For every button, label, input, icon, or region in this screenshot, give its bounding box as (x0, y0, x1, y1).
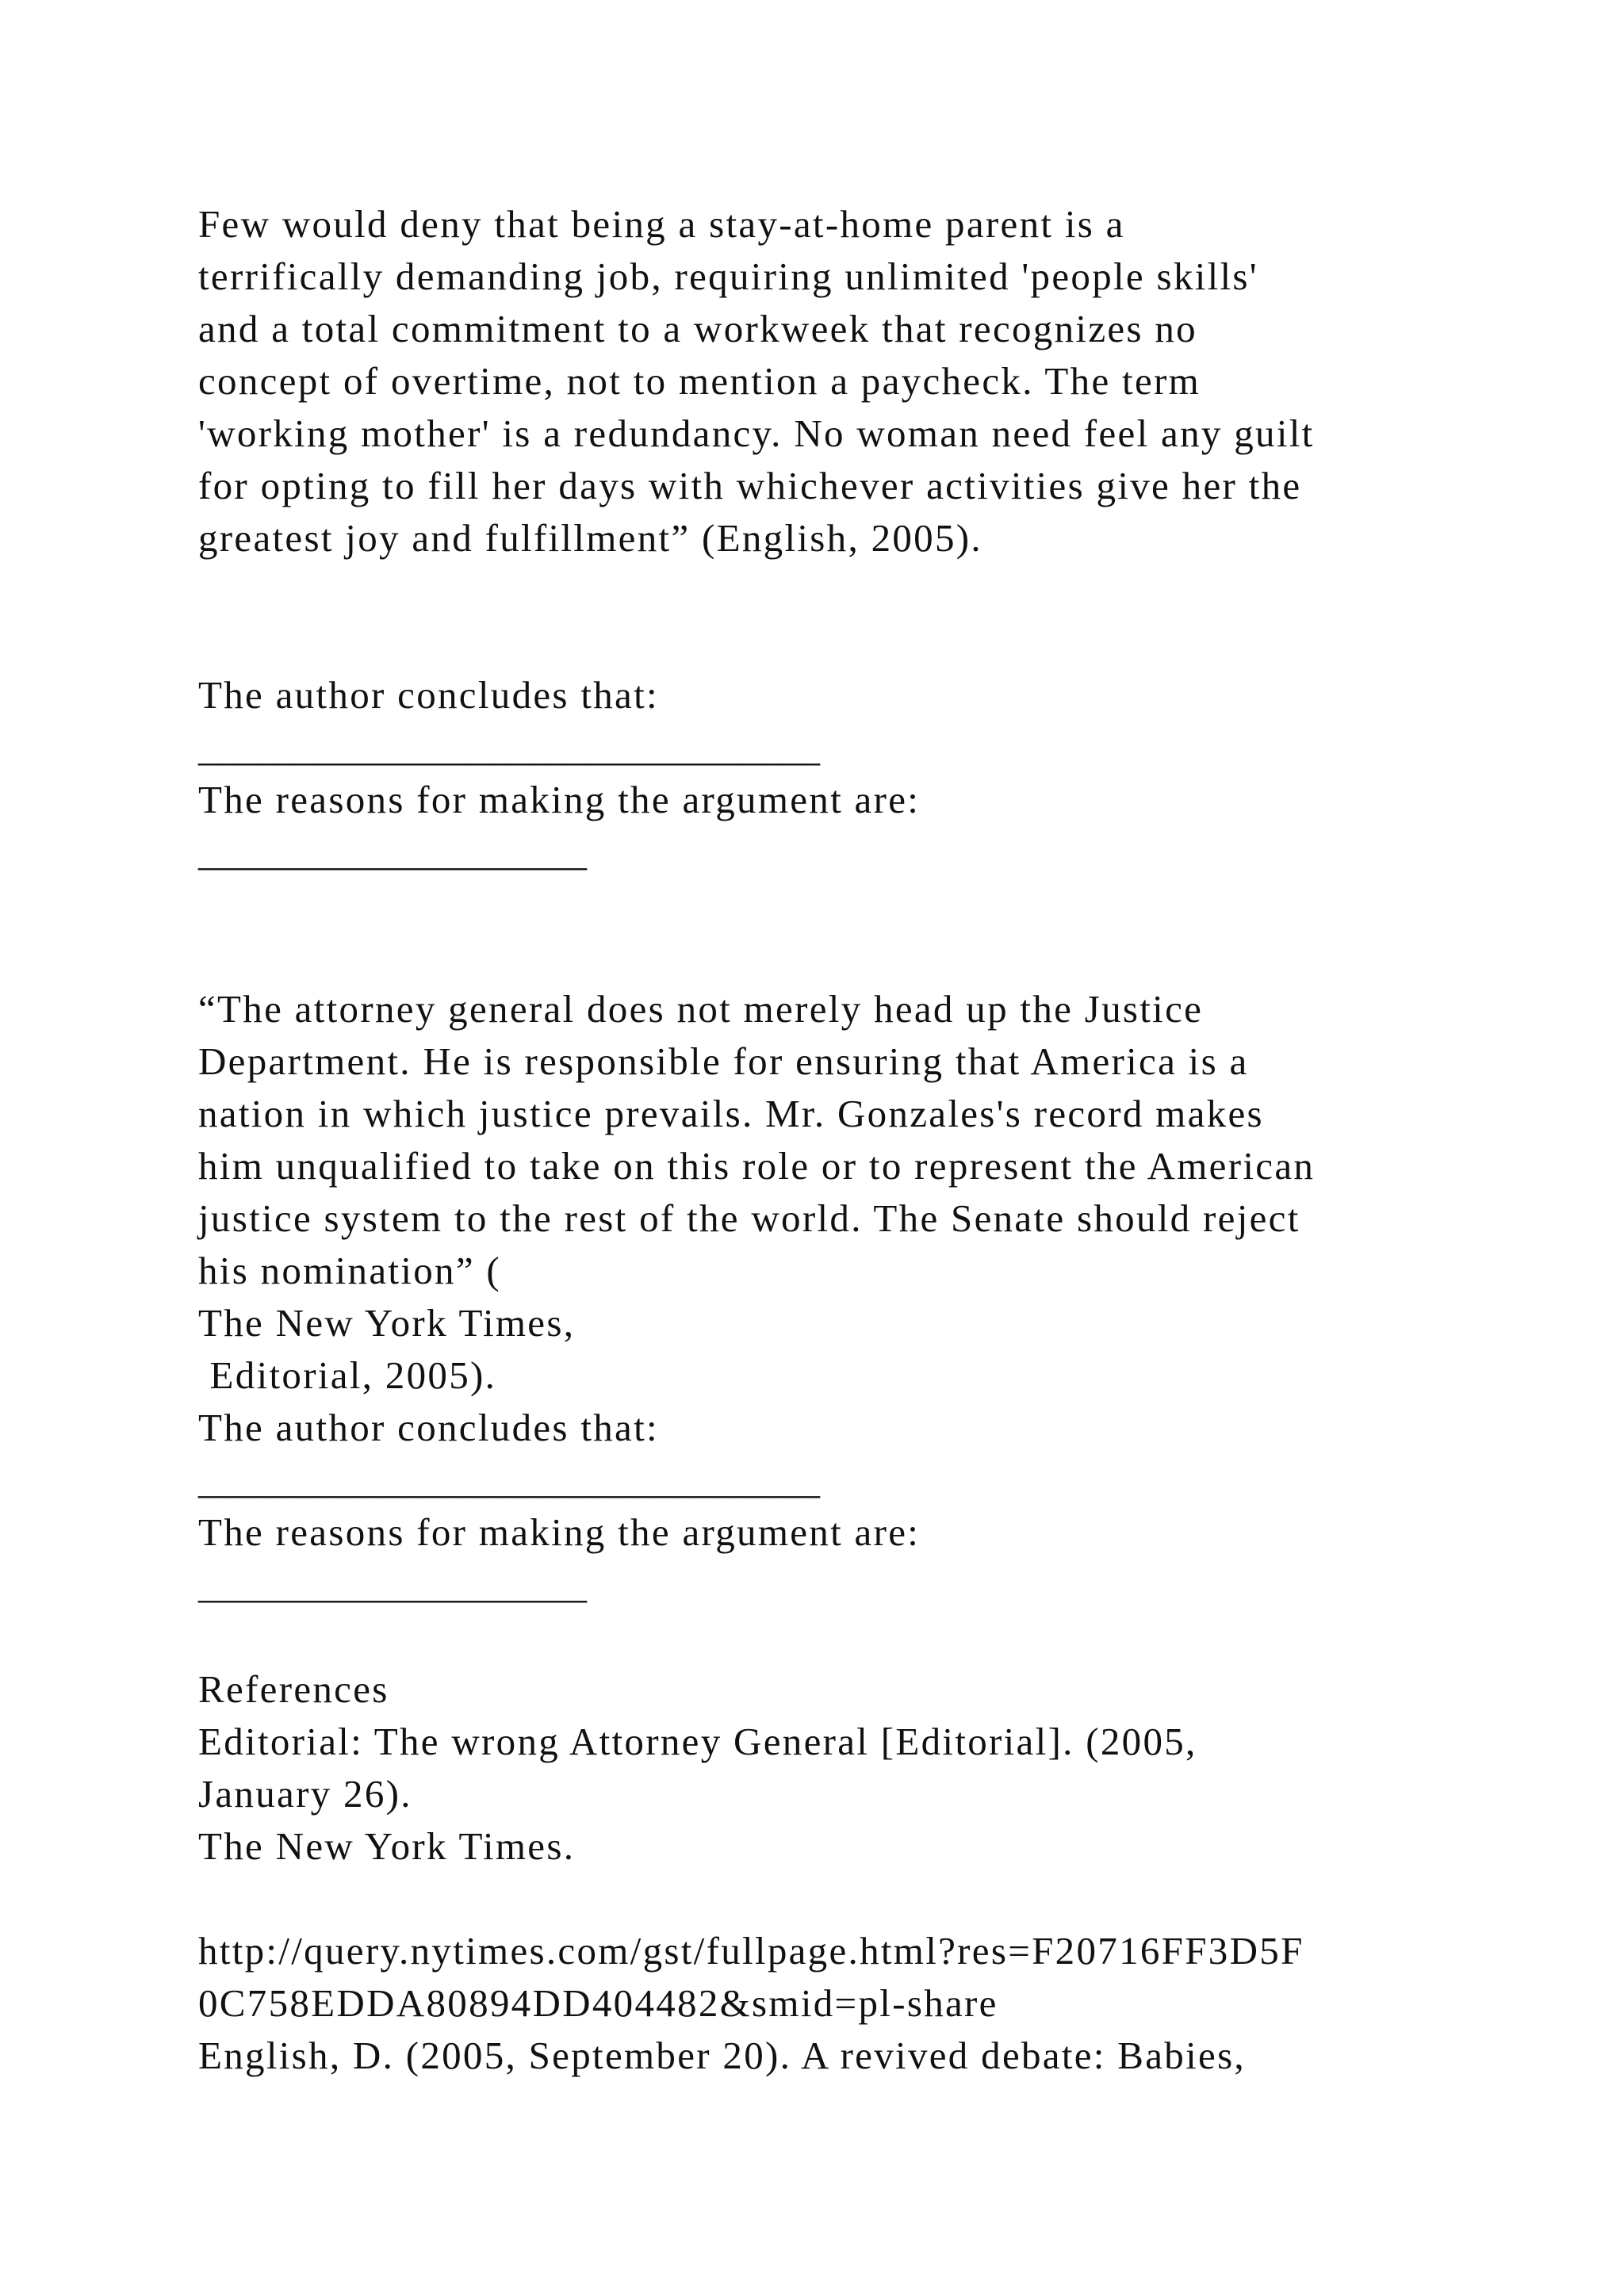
reasons-blank-2: ____________________ (198, 1563, 587, 1606)
quote-2-line-1: “The attorney general does not merely head up the Justice (198, 987, 1204, 1031)
quote-1-line-4: concept of overtime, not to mention a paycheck. The term (198, 359, 1201, 403)
quote-1-line-5: 'working mother' is a redundancy. No woman need feel any guilt (198, 411, 1315, 455)
quote-2-line-6: his nomination” ( (198, 1249, 502, 1292)
quote-1-line-3: and a total commitment to a workweek that recognizes no (198, 307, 1197, 350)
conclusion-prompt-1: The author concludes that: (198, 673, 659, 717)
conclusion-prompt-2: The author concludes that: (198, 1406, 659, 1449)
reference-1-line-2: January 26). (198, 1772, 412, 1816)
quote-1-line-7: greatest joy and fulfillment” (English, 2005). (198, 516, 982, 560)
references-heading: References (198, 1667, 389, 1711)
quote-1-line-2: terrifically demanding job, requiring unlimited 'people skills' (198, 254, 1258, 298)
quote-2-line-5: justice system to the rest of the world. The Senate should reject (198, 1196, 1300, 1240)
reference-1-line-3: The New York Times. (198, 1824, 576, 1868)
conclusion-blank-2: ________________________________ (198, 1458, 820, 1502)
reference-1-url-line-2[interactable]: 0C758EDDA80894DD404482&smid=pl-share (198, 1981, 998, 2025)
quote-1-line-6: for opting to fill her days with whichever activities give her the (198, 464, 1302, 507)
reference-2-line-1: English, D. (2005, September 20). A revived debate: Babies, (198, 2034, 1246, 2077)
quote-2-line-2: Department. He is responsible for ensuring that America is a (198, 1039, 1249, 1083)
reasons-prompt-2: The reasons for making the argument are: (198, 1510, 921, 1554)
conclusion-blank-1: ________________________________ (198, 725, 820, 769)
reasons-blank-1: ____________________ (198, 830, 587, 874)
quote-2-source-name: The New York Times, (198, 1301, 576, 1345)
reference-1-url-line-1[interactable]: http://query.nytimes.com/gst/fullpage.html?res=F20716FF3D5F (198, 1929, 1304, 1973)
quote-2-source-detail: Editorial, 2005). (198, 1353, 497, 1397)
quote-2-line-4: him unqualified to take on this role or to represent the American (198, 1144, 1316, 1188)
reference-1-line-1: Editorial: The wrong Attorney General [Editorial]. (2005, (198, 1720, 1197, 1763)
quote-1-line-1: Few would deny that being a stay-at-home parent is a (198, 202, 1125, 246)
reasons-prompt-1: The reasons for making the argument are: (198, 778, 921, 821)
quote-2-line-3: nation in which justice prevails. Mr. Gonzales's record makes (198, 1092, 1264, 1135)
